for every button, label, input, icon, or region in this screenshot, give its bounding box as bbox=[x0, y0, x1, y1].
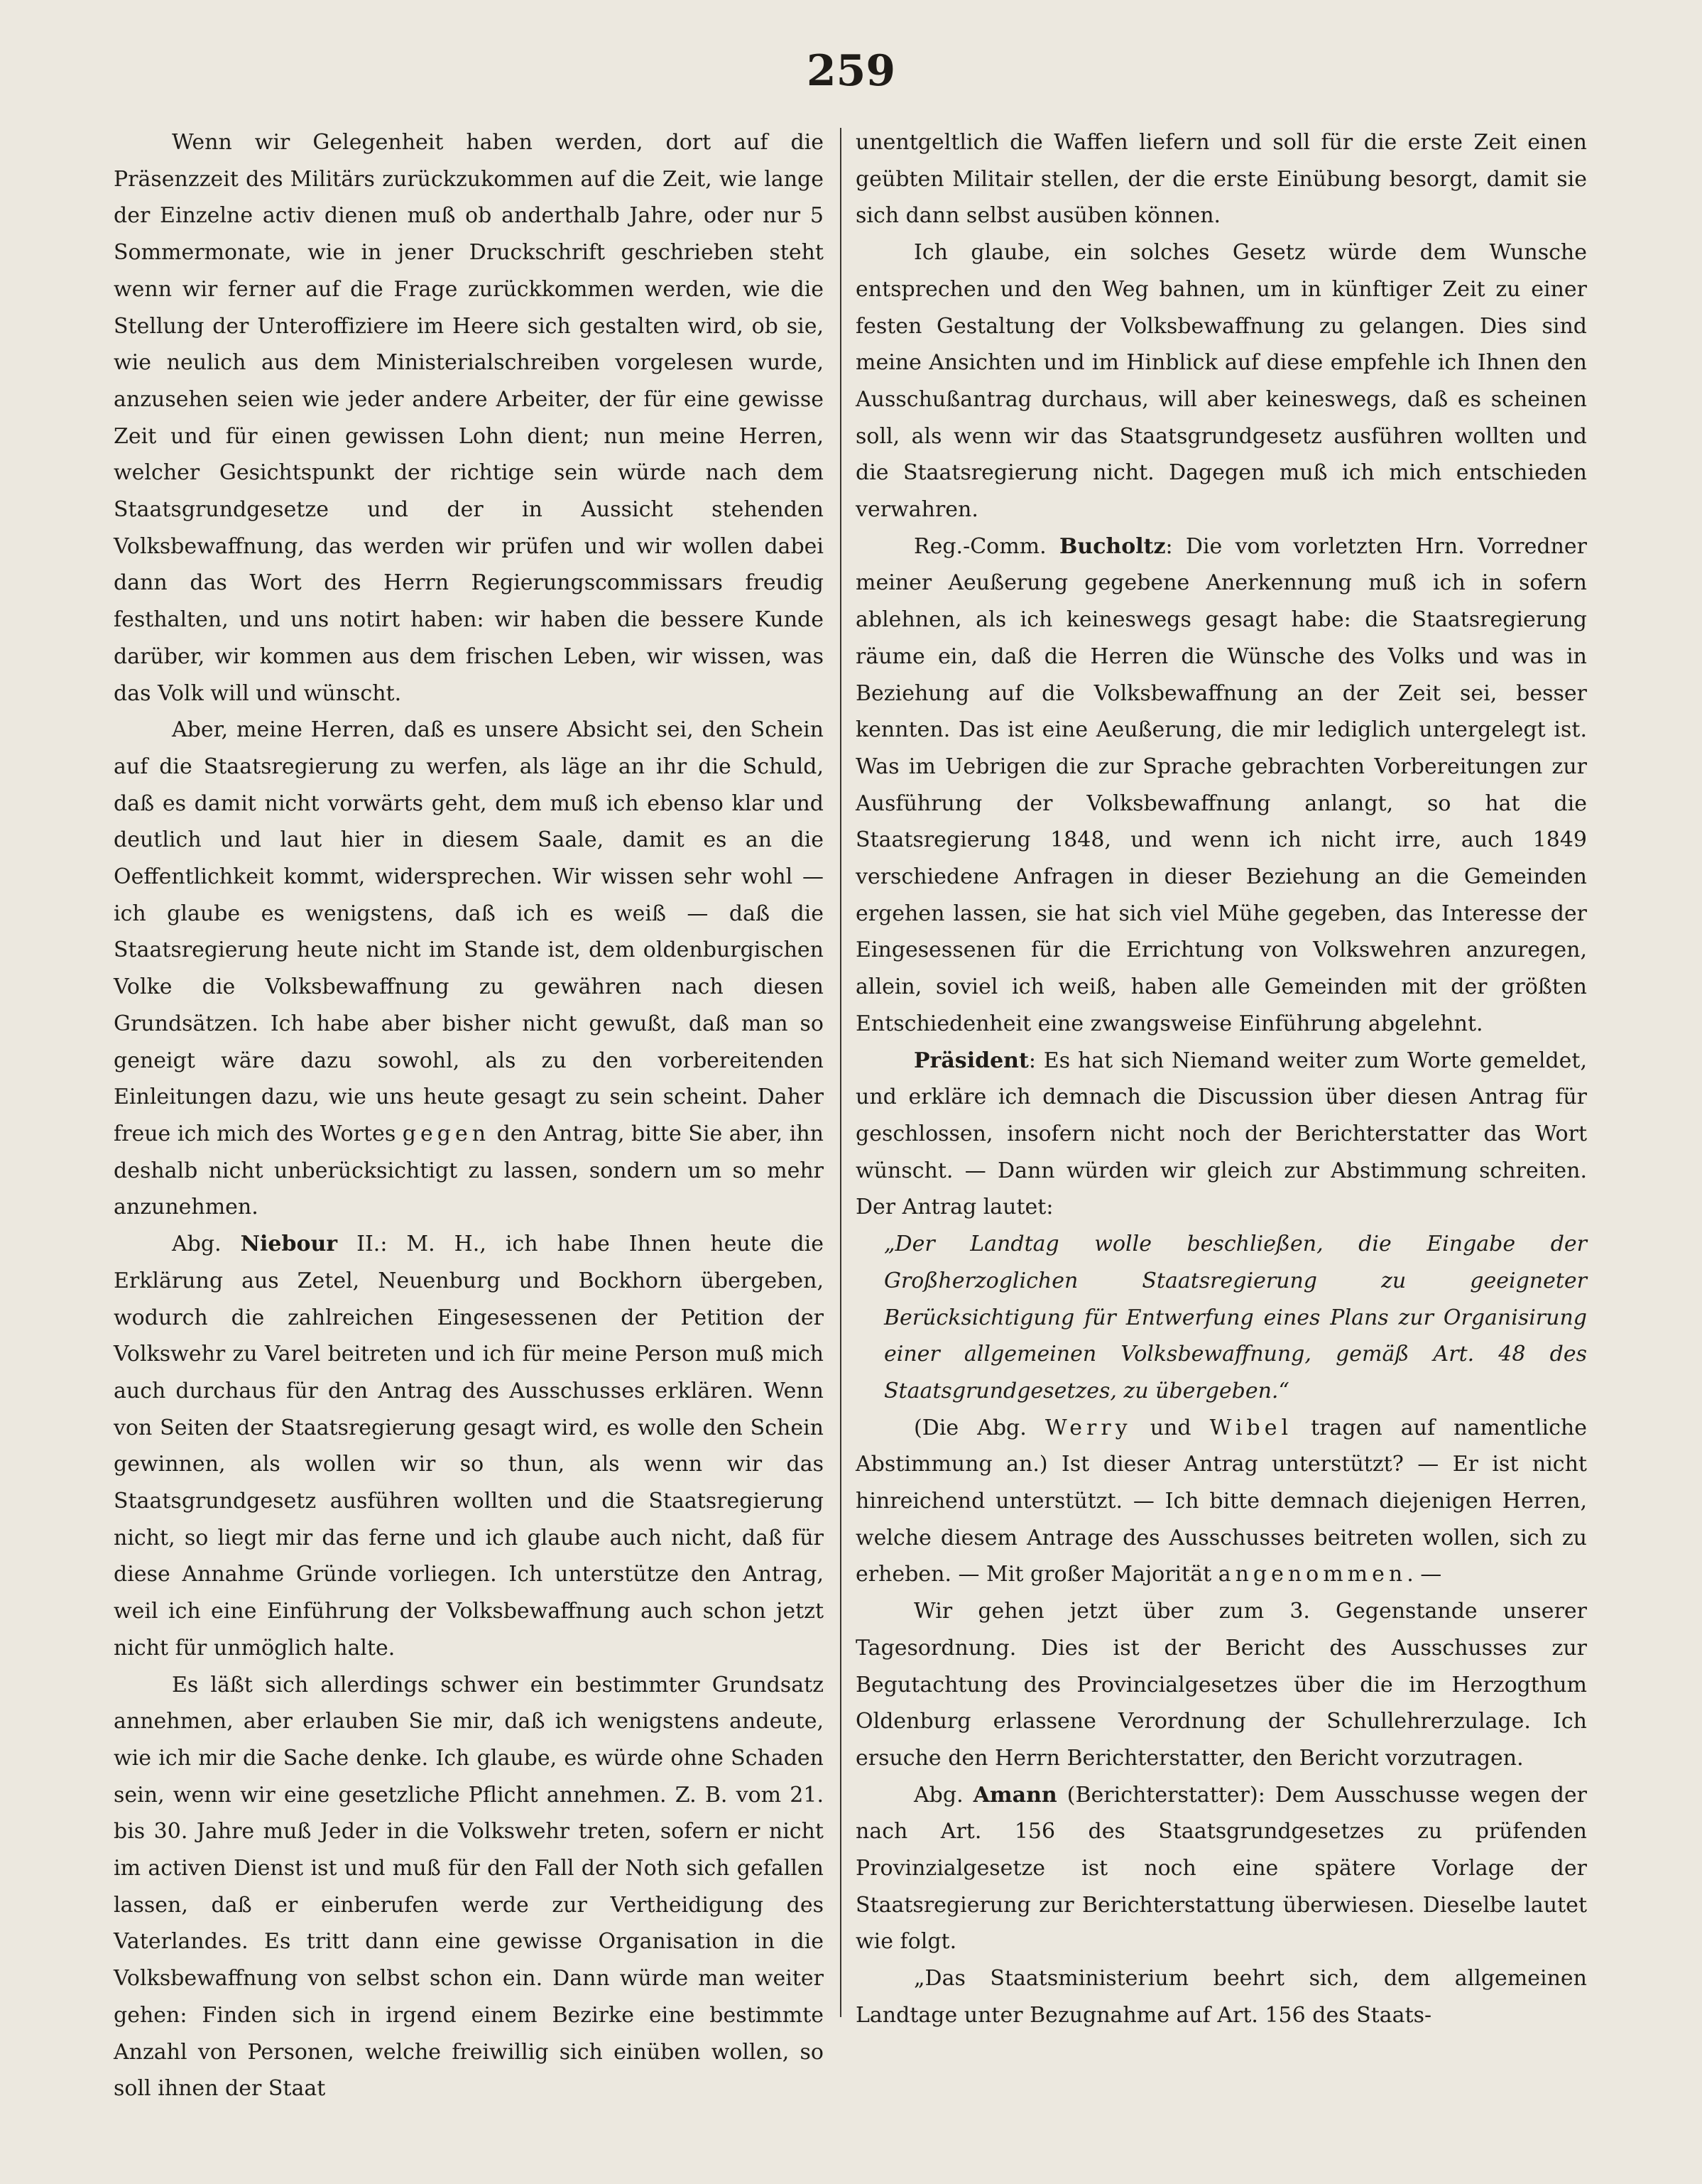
right-column bbox=[856, 124, 1587, 2034]
text-run: Wir gehen jetzt über zum 3. Gegenstande unserer Tagesordnung. Dies ist der Bericht des Ausschusses zur Begutachtung des Provincialgesetzes über die im Herzogthum Oldenburg erlassene Verordnung der Schullehrerzulage. Ich ersuche den Herrn Berichterstatter, den Bericht vorzutragen. bbox=[856, 1599, 1587, 1771]
paragraph bbox=[856, 1960, 1587, 2033]
text-run: (Die Abg. bbox=[914, 1415, 1045, 1440]
emphasis-text: gegen bbox=[402, 1121, 491, 1146]
text-run: Wenn wir Gelegenheit haben werden, dort auf die Präsenzzeit des Militärs zurückzukommen auf die Zeit, wie lange der Einzelne activ dienen muß ob anderthalb Jahre, oder nur 5 Sommermonate, wie in jener Druckschrift geschrieben steht wenn wir ferner auf die Frage zurückkommen werden, wie die Stellung der Unteroffiziere im Heere sich gestalten wird, ob sie, wie neulich aus dem Ministerialschreiben vorgelesen wurde, anzusehen seien wie jeder andere Arbeiter, der für eine gewisse Zeit und für einen gewissen Lohn dient; nun meine Herren, welcher Gesichtspunkt der richtige sein würde nach dem Staatsgrundgesetze und der in Aussicht stehenden Volksbewaffnung, das werden wir prüfen und wir wollen dabei dann das Wort des Herrn Regierungscommissars freudig festhalten, und uns notirt haben: wir haben die bessere Kunde darüber, wir kommen aus dem frischen Leben, wir wissen, was das Volk will und wünscht. bbox=[114, 130, 824, 706]
paragraph bbox=[856, 1777, 1587, 1961]
paragraph bbox=[856, 234, 1587, 528]
emphasis-text: Werry bbox=[1044, 1415, 1132, 1440]
text-run: unentgeltlich die Waffen liefern und soll für die erste Zeit einen geübten Militair stellen, der die erste Einübung besorgt, damit sie sich dann selbst ausüben können. bbox=[856, 130, 1587, 229]
text-run: Ich glaube, ein solches Gesetz würde dem Wunsche entsprechen und den Weg bahnen, um in künftiger Zeit zu einer festen Gestaltung der Volksbewaffnung zu gelangen. Dies sind meine Ansichten und im Hinblick auf diese empfehle ich Ihnen den Ausschußantrag durchaus, will aber keineswegs, daß es scheinen soll, als wenn wir das Staatsgrundgesetz ausführen wollten und die Staatsregierung nicht. Dagegen muß ich mich entschieden verwahren. bbox=[856, 240, 1587, 523]
speaker-name: Amann bbox=[973, 1782, 1057, 1808]
text-run: (Berichterstatter): Dem Ausschusse wegen der nach Art. 156 des Staatsgrundgesetzes zu prüfenden Provinzialgesetze ist noch eine spätere Vorlage der Staatsregierung zur Berichterstattung überwiesen. Dieselbe lautet wie folgt. bbox=[856, 1782, 1587, 1955]
paragraph bbox=[114, 712, 824, 1226]
text-run: . — bbox=[1407, 1562, 1442, 1587]
column-divider bbox=[840, 128, 841, 2017]
quoted-motion bbox=[856, 1226, 1587, 1410]
text-run: Abg. bbox=[914, 1782, 973, 1808]
text-run: Abg. bbox=[172, 1232, 241, 1257]
text-run: Es läßt sich allerdings schwer ein bestimmter Grundsatz annehmen, aber erlauben Sie mir, daß ich wenigstens andeute, wie ich mir die Sache denke. Ich glaube, es würde ohne Schaden sein, wenn wir eine gesetzliche Pflicht annehmen. Z. B. vom 21. bis 30. Jahre muß Jeder in die Volkswehr treten, sofern er nicht im activen Dienst ist und muß für den Fall der Noth sich gefallen lassen, daß er einberufen werde zur Vertheidigung des Vaterlandes. Es tritt dann eine gewisse Organisation in die Volksbewaffnung von selbst schon ein. Dann würde man weiter gehen: Finden sich in irgend einem Bezirke eine bestimmte Anzahl von Personen, welche freiwillig sich einüben wollen, so soll ihnen der Staat bbox=[114, 1672, 824, 2102]
text-run: den Antrag, bitte Sie aber, ihn deshalb nicht unberücksichtigt zu lassen, sondern um so mehr anzunehmen. bbox=[114, 1121, 824, 1220]
paragraph bbox=[856, 1410, 1587, 1594]
paragraph bbox=[114, 124, 824, 712]
emphasis-text: Wibel bbox=[1209, 1415, 1293, 1440]
paragraph bbox=[856, 124, 1587, 234]
text-run: : Es hat sich Niemand weiter zum Worte gemeldet, und erkläre ich demnach die Discussion über diesen Antrag für geschlossen, insofern nicht noch der Berichterstatter das Wort wünscht. — Dann würden wir gleich zur Abstimmung schreiten. Der Antrag lautet: bbox=[856, 1048, 1587, 1220]
speaker-name: Niebour bbox=[240, 1232, 338, 1257]
text-run: tragen auf namentliche Abstimmung an.) Ist dieser Antrag unterstützt? — Er ist nicht hinreichend unterstützt. — Ich bitte demnach diejenigen Herren, welche diesem Antrage des Ausschusses beitreten wollen, sich zu erheben. — Mit großer Majorität bbox=[856, 1415, 1587, 1587]
speaker-name: Präsident bbox=[914, 1048, 1029, 1073]
text-run: Reg.-Comm. bbox=[914, 533, 1059, 559]
text-run: II.: M. H., ich habe Ihnen heute die Erklärung aus Zetel, Neuenburg und Bockhorn übergeben, wodurch die zahlreichen Eingesessenen der Petition der Volkswehr zu Varel beitreten und ich für meine Person muß mich auch durchaus für den Antrag des Ausschusses erklären. Wenn von Seiten der Staatsregierung gesagt wird, es wolle den Schein gewinnen, als wollen wir so thun, als wenn wir das Staatsgrundgesetz ausführen wollten und die Staatsregierung nicht, so liegt mir das ferne und ich glaube auch nicht, daß für diese Annahme Gründe vorliegen. Ich unterstütze den Antrag, weil ich eine Einführung der Volksbewaffnung auch schon jetzt nicht für unmöglich halte. bbox=[114, 1232, 824, 1661]
paragraph bbox=[114, 1667, 824, 2107]
text-run: und bbox=[1131, 1415, 1210, 1440]
text-run: „Der Landtag wolle beschließen, die Eingabe der Großherzoglichen Staatsregierung zu geeigneter Berücksichtigung für Entwerfung eines Plans zur Organisirung einer allgemeinen Volksbewaffnung, gemäß Art. 48 des Staatsgrundgesetzes, zu übergeben.“ bbox=[884, 1232, 1587, 1403]
speaker-name: Bucholtz bbox=[1059, 533, 1166, 559]
paragraph bbox=[856, 1043, 1587, 1227]
paragraph bbox=[856, 1593, 1587, 1777]
paragraph bbox=[114, 1226, 824, 1666]
text-run: Aber, meine Herren, daß es unsere Absicht sei, den Schein auf die Staatsregierung zu werfen, als läge an ihr die Schuld, daß es damit nicht vorwärts geht, dem muß ich ebenso klar und deutlich und laut hier in diesem Saale, damit es an die Oeffentlichkeit kommt, widersprechen. Wir wissen sehr wohl — ich glaube es wenigstens, daß ich es weiß — daß die Staatsregierung heute nicht im Stande ist, dem oldenburgischen Volke die Volksbewaffnung zu gewähren nach diesen Grundsätzen. Ich habe aber bisher nicht gewußt, daß man so geneigt wäre dazu sowohl, als zu den vorbereitenden Einleitungen dazu, wie uns heute gesagt zu sein scheint. Daher freue ich mich des Wortes bbox=[114, 717, 824, 1146]
text-run: „Das Staatsministerium beehrt sich, dem allgemeinen Landtage unter Bezugnahme auf Art. 156 des Staats- bbox=[856, 1966, 1587, 2028]
text-run: : Die vom vorletzten Hrn. Vorredner meiner Aeußerung gegebene Anerkennung muß ich in sofern ablehnen, als ich keineswegs gesagt habe: die Staatsregierung räume ein, daß die Herren die Wünsche des Volks und was in Beziehung auf die Volksbewaffnung an der Zeit sei, besser kennten. Das ist eine Aeußerung, die mir lediglich untergelegt ist. Was im Uebrigen die zur Sprache gebrachten Vorbereitungen zur Ausführung der Volksbewaffnung anlangt, so hat die Staatsregierung 1848, und wenn ich nicht irre, auch 1849 verschiedene Anfragen in dieser Beziehung an die Gemeinden ergehen lassen, sie hat sich viel Mühe gegeben, das Interesse der Eingesessenen für die Errichtung von Volkswehren anzuregen, allein, soviel ich weiß, haben alle Gemeinden mit der größten Entschiedenheit eine zwangsweise Einführung abgelehnt. bbox=[856, 533, 1588, 1036]
emphasis-text: angenommen bbox=[1218, 1562, 1407, 1587]
paragraph bbox=[856, 528, 1587, 1043]
left-column bbox=[114, 124, 824, 2107]
page-number: 259 bbox=[806, 46, 896, 96]
